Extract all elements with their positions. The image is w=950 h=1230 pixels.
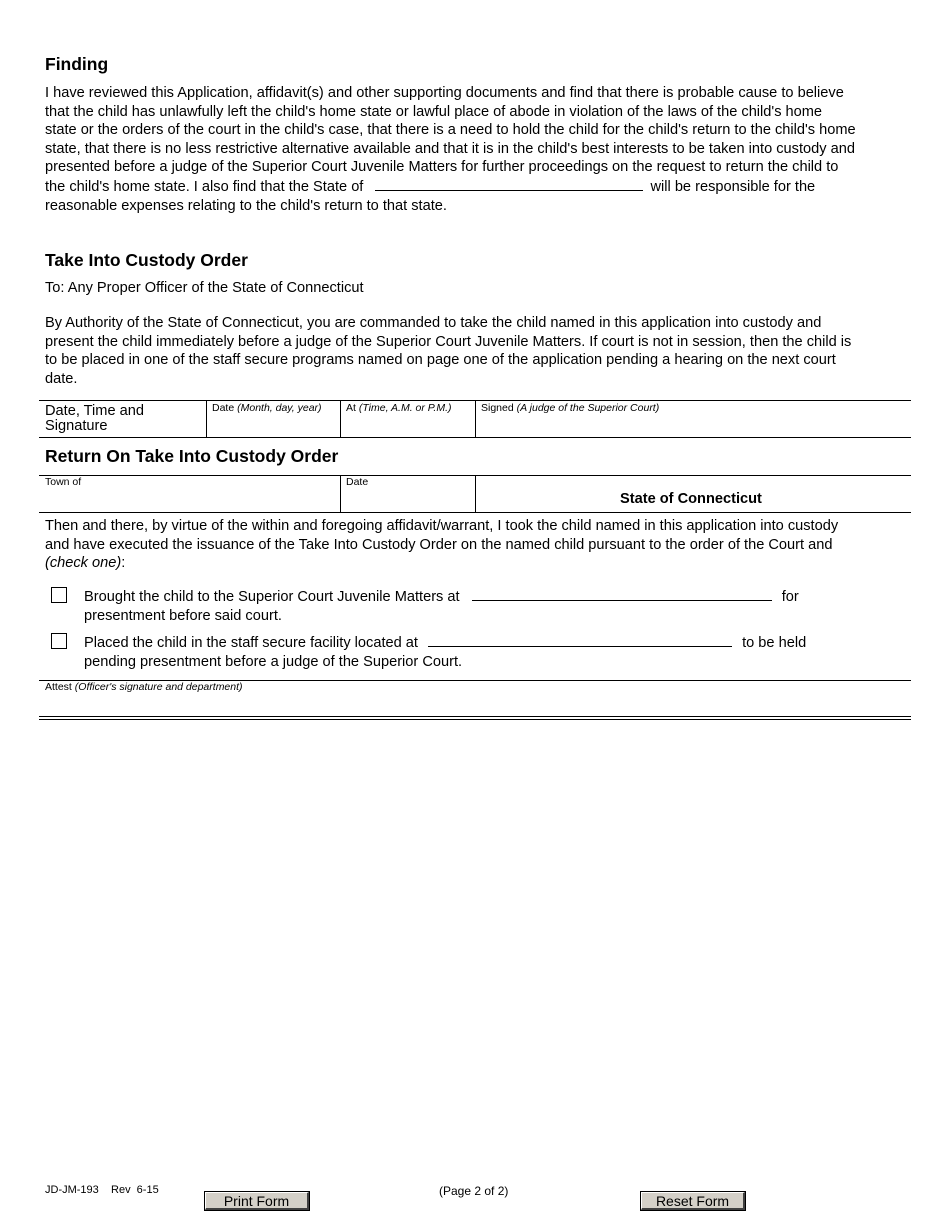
option1-line [84, 587, 884, 607]
option-text: Placed the child in the staff secure facility located at [84, 635, 418, 651]
finding-text [45, 84, 925, 215]
reset-form-button[interactable]: Reset Form [641, 1192, 745, 1210]
field-label: At [346, 402, 356, 414]
sig-date-field[interactable] [212, 402, 322, 414]
order-to-line: To: Any Proper Officer of the State of Connecticut [45, 280, 364, 296]
divider [340, 400, 341, 437]
option1-checkbox[interactable] [51, 587, 67, 603]
order-text [45, 314, 925, 388]
divider [475, 475, 476, 512]
option2-line [84, 633, 884, 653]
finding-line-text: will be responsible for the [650, 178, 816, 195]
divider [39, 512, 911, 513]
order-line: date. [45, 370, 78, 387]
sig-row-label-line: Signature [45, 418, 108, 434]
option1-text [84, 587, 884, 625]
return-body [45, 517, 925, 573]
sig-time-field[interactable] [346, 402, 452, 414]
field-label: Date [212, 402, 235, 414]
return-heading: Return On Take Into Custody Order [45, 446, 339, 466]
state-name-field[interactable] [375, 177, 643, 191]
return-line [45, 554, 925, 573]
finding-line: state or the orders of the court in the child's case, that there is a need to hold the child for the child's return to the child's home [45, 122, 856, 139]
order-heading: Take Into Custody Order [45, 250, 248, 270]
sig-row-label [45, 404, 144, 434]
finding-line: I have reviewed this Application, affidavit(s) and other supporting documents and find that there is probable cause to believe [45, 85, 844, 101]
form-id: JD-JM-193 Rev 6-15 [45, 1184, 159, 1196]
option-text: for [781, 589, 799, 605]
option2-text [84, 633, 884, 671]
order-line: By Authority of the State of Connecticut, you are commanded to take the child named in this application into custody and [45, 315, 822, 331]
divider [475, 400, 476, 437]
option1-line: presentment before said court. [84, 607, 282, 624]
divider [206, 400, 207, 437]
field-hint: (Time, A.M. or P.M.) [358, 402, 452, 414]
field-label: Signed [481, 402, 514, 414]
finding-line [45, 177, 925, 197]
court-location-field[interactable] [472, 587, 772, 601]
finding-line: state, that there is no less restrictive alternative available and that it is in the child's best interests to be taken into custody and [45, 140, 855, 157]
divider [39, 716, 911, 717]
order-line: to be placed in one of the staff secure programs named on page one of the application pending a hearing on the next court [45, 352, 836, 369]
field-hint: (Month, day, year) [237, 402, 322, 414]
print-form-button[interactable]: Print Form [205, 1192, 309, 1210]
town-field[interactable]: Town of [45, 476, 82, 488]
return-line: Then and there, by virtue of the within and foregoing affidavit/warrant, I took the child named in this application into custody [45, 518, 839, 534]
option2-checkbox[interactable] [51, 633, 67, 649]
field-hint: (Officer's signature and department) [74, 681, 243, 693]
sig-signed-field[interactable] [481, 402, 659, 414]
field-label: Attest [45, 681, 72, 693]
page-number: (Page 2 of 2) [439, 1184, 509, 1198]
divider [39, 437, 911, 438]
order-line: present the child immediately before a judge of the Superior Court Juvenile Matters. If court is not in session, then the child is [45, 333, 852, 350]
finding-line-text: the child's home state. I also find that the State of [45, 178, 364, 195]
option2-line: pending presentment before a judge of the Superior Court. [84, 653, 463, 670]
divider [340, 475, 341, 512]
finding-heading: Finding [45, 54, 109, 74]
finding-line: presented before a judge of the Superior Court Juvenile Matters for further proceedings on the request to return the child to [45, 159, 839, 176]
return-line-text: : [121, 555, 126, 572]
sig-row-label-line: Date, Time and [45, 403, 144, 419]
option-text: Brought the child to the Superior Court Juvenile Matters at [84, 589, 460, 605]
attest-field[interactable] [45, 681, 243, 693]
return-line: and have executed the issuance of the Take Into Custody Order on the named child pursuant to the order of the Court and [45, 536, 833, 553]
return-date-field[interactable]: Date [346, 476, 369, 488]
finding-line: reasonable expenses relating to the child's return to that state. [45, 197, 447, 214]
option-text: to be held [742, 635, 807, 651]
facility-location-field[interactable] [428, 633, 732, 647]
field-hint: (A judge of the Superior Court) [516, 402, 660, 414]
finding-line: that the child has unlawfully left the child's home state or lawful place of abode in violation of the laws of the child's home [45, 103, 823, 120]
divider [39, 719, 911, 720]
return-line-italic: (check one) [45, 555, 122, 572]
state-text: State of Connecticut [620, 491, 762, 507]
